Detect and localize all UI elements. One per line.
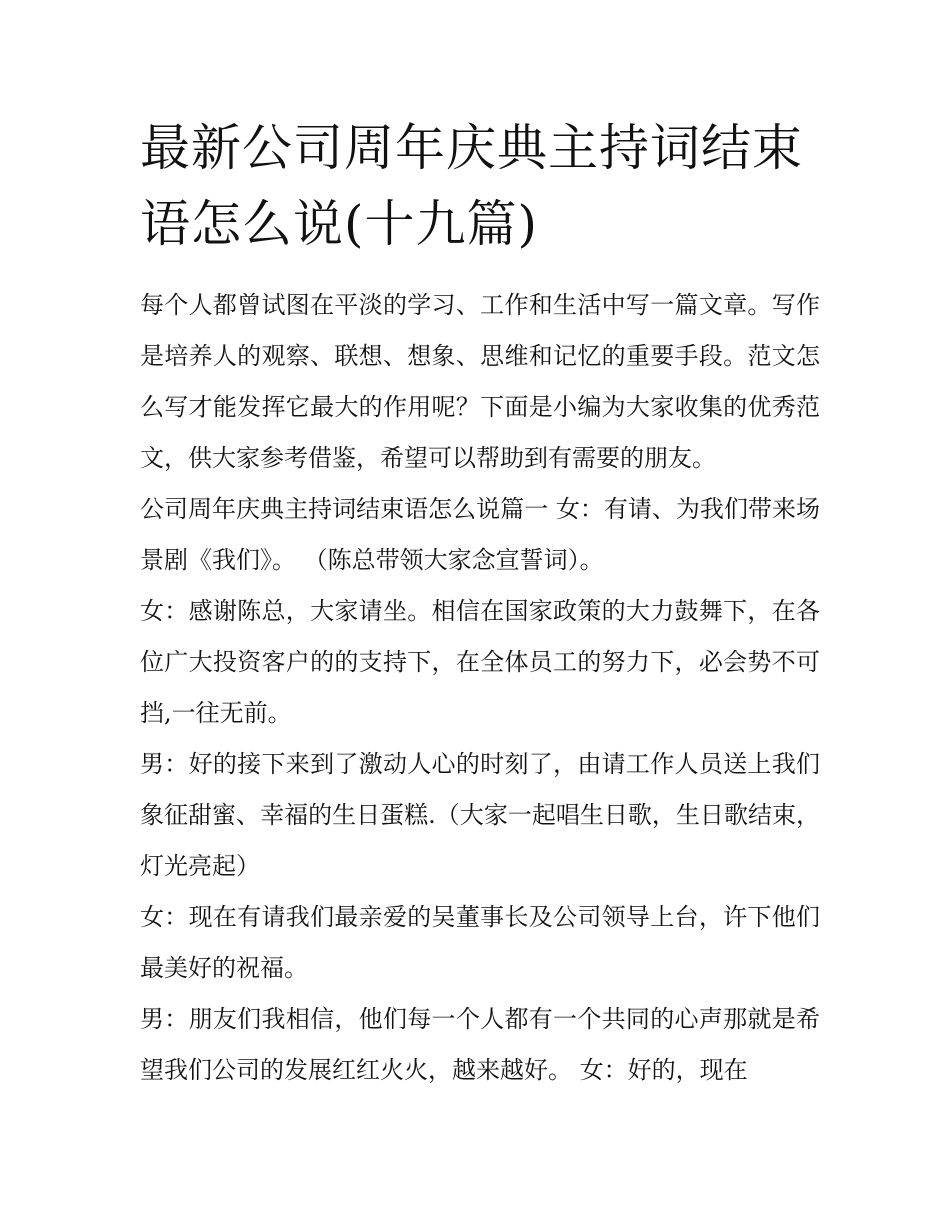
paragraph-intro: 每个人都曾试图在平淡的学习、工作和生活中写一篇文章。写作是培养人的观察、联想、想象、思维和记忆的重要手段。范文怎么写才能发挥它最大的作用呢？下面是小编为大家收集的优秀范文，供大家参考借鉴，希望可以帮助到有需要的朋友。	[140, 291, 820, 472]
document-title: 最新公司周年庆典主持词结束语怎么说(十九篇)	[140, 119, 803, 253]
paragraph-invite-chairman: 女：现在有请我们最亲爱的吴董事长及公司领导上台，许下他们最美好的祝福。	[140, 903, 820, 982]
paragraph-common-wish: 男：朋友们我相信，他们每一个人都有一个共同的心声那就是希望我们公司的发展红红火火，越来越好。 女：好的，现在	[140, 1005, 820, 1084]
paragraph-section-one: 公司周年庆典主持词结束语怎么说篇一 女：有请、为我们带来场景剧《我们》。 （陈总带领大家念宣誓词）。	[140, 495, 820, 574]
paragraph-birthday-cake: 男：好的接下来到了激动人心的时刻了，由请工作人员送上我们象征甜蜜、幸福的生日蛋糕.（大家一起唱生日歌，生日歌结束，灯光亮起）	[140, 750, 820, 880]
document-page	[140, 110, 820, 1096]
paragraph-thanks: 女：感谢陈总，大家请坐。相信在国家政策的大力鼓舞下，在各位广大投资客户的的支持下，在全体员工的努力下，必会势不可挡,一往无前。	[140, 597, 820, 727]
